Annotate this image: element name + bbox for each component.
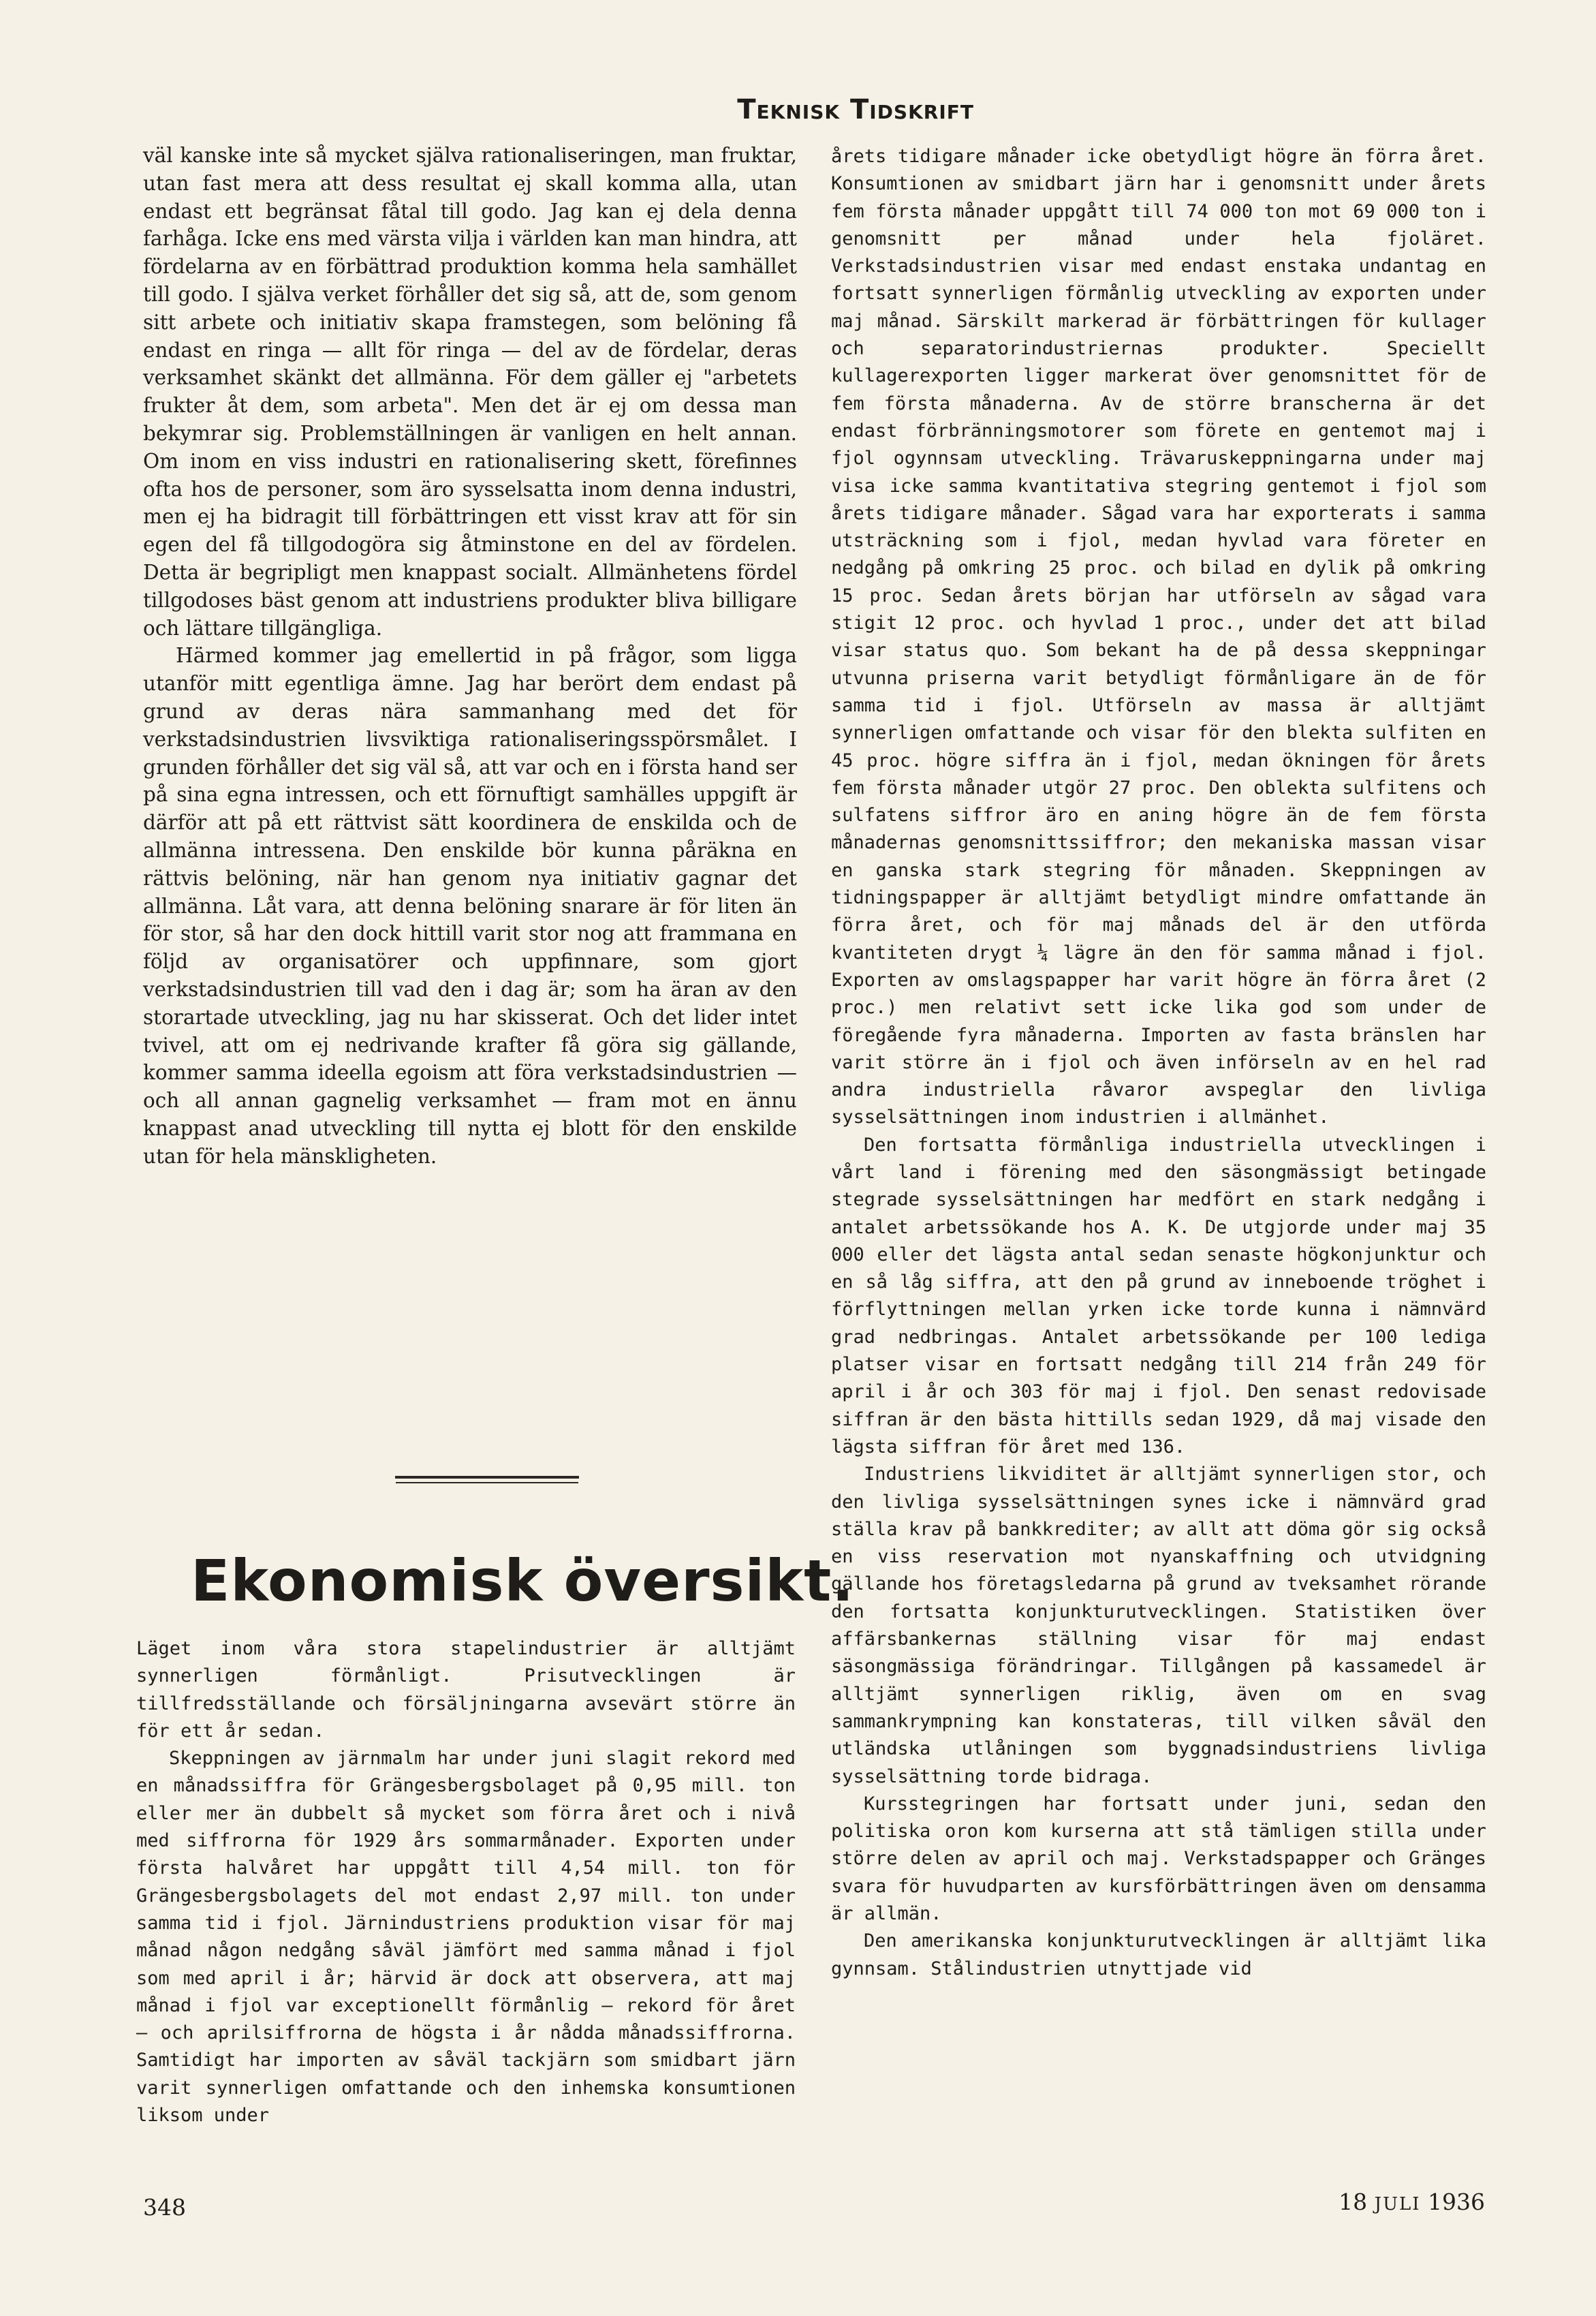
paragraph: Härmed kommer jag emellertid in på frågor, som ligga utanför mitt egentliga ämne. Jag har berört dem endast på grund av deras nära sammanhang med det för verkstadsindustrien livsviktiga rationaliseringsspörsmålet. I grunden förhåller det sig väl så, att var och en i första hand ser på sina egna intressen, och ett förnuftigt samhälles uppgift är därför att på ett rättvist sätt koordinera de enskilda och de allmänna intressena. Den enskilde bör kunna påräkna en rättvis belöning, när han genom nya initiativ gagnar det allmänna. Låt vara, att denna belöning snarare är för liten än för stor, så har den dock hittill varit stor nog att frammana en följd av organisatörer och uppfinnare, som gjort verkstadsindustrien till vad den i dag är; som ha äran av den storartade utveckling, jag nu har skisserat. Och det lider intet tvivel, att om ej nedrivande krafter få göra sig gällande, kommer samma ideella egoism att föra verkstadsindustrien — och all annan gagnelig verksamhet — fram mot en ännu knappast anad utveckling till nytta ej blott för den enskilde utan för hela mänskligheten.: [143, 644, 797, 1168]
page-number: 348: [143, 2194, 186, 2221]
right-column-economic-overview: [831, 143, 1486, 1983]
paragraph: Skeppningen av järnmalm har under juni slagit rekord med en månadssiffra för Grängesbergsbolaget på 0,95 mill. ton eller mer än dubbelt så mycket som förra året och i nivå med siffrorna för 1929 års sommarmånader. Exporten under första halvåret har uppgått till 4,54 mill. ton för Grängesbergsbolagets del mot endast 2,97 mill. ton under samma tid i fjol. Järnindustriens produktion visar för maj månad någon nedgång såväl jämfört med samma månad i fjol som med april i år; härvid är dock att observera, att maj månad i fjol var exceptionellt förmånlig — rekord för året — och aprilsiffrorna de högsta i år nådda månadssiffrorna. Samtidigt har importen av såväl tackjärn som smidbart järn varit synnerligen omfattande och den inhemska konsumtionen liksom under: [136, 1748, 796, 2127]
paragraph: Den fortsatta förmånliga industriella utvecklingen i vårt land i förening med den säsongmässigt betingade stegrade sysselsättningen har medfört en stark nedgång i antalet arbetssökande hos A. K. De utgjorde under maj 35 000 eller det lägsta antal sedan senaste högkonjunktur och en så låg siffra, att den på grund av inneboende tröghet i förflyttningen mellan yrken icke torde kunna i nämnvärd grad nedbringas. Antalet arbetssökande per 100 lediga platser visar en fortsatt nedgång till 214 från 249 för april i år och 303 för maj i fjol. Den senast redovisade siffran är den bästa hittills sedan 1929, då maj visade den lägsta siffran för året med 136.: [831, 1134, 1486, 1457]
paragraph: väl kanske inte så mycket själva rationaliseringen, man fruktar, utan fast mera att dess resultat ej skall komma alla, utan endast ett begränsat fåtal till godo. Jag kan ej dela denna farhåga. Icke ens med värsta vilja i världen kan man hindra, att fördelarna av en förbättrad produktion komma hela samhället till godo. I själva verket förhåller det sig så, att de, som genom sitt arbete och initiativ skapa framstegen, som belöning få endast en ringa — allt för ringa — del av de fördelar, deras verksamhet skänkt det allmänna. För dem gäller ej "arbetets frukter åt dem, som arbeta". Men det är ej om dessa man bekymrar sig. Problemställningen är vanligen en helt annan. Om inom en viss industri en rationalisering skett, förefinnes ofta hos de personer, som äro sysselsatta inom denna industri, men ej ha bidragit till förbättringen ett visst krav att för sin egen del få tillgodogöra sig åtminstone en del av fördelen. Detta är begripligt men knappast socialt. Allmänhetens fördel tillgodoses bäst genom att industriens produkter bliva billigare och lättare tillgängliga.: [143, 144, 797, 640]
journal-title: Teknisk Tidskrift: [737, 94, 974, 125]
paragraph: Läget inom våra stora stapelindustrier är alltjämt synnerligen förmånligt. Prisutvecklingen är tillfredsställande och försäljningarna avsevärt större än för ett år sedan.: [136, 1638, 796, 1742]
section-heading: Ekonomisk översikt.: [191, 1547, 855, 1614]
paragraph: Industriens likviditet är alltjämt synnerligen stor, och den livliga sysselsättningen synes icke i nämnvärd grad ställa krav på bankkrediter; av allt att döma gör sig också en viss reservation mot nyanskaffning och utvidgning gällande hos företagsledarna på grund av tveksamhet rörande den fortsatta konjunkturutvecklingen. Statistiken över affärsbankernas ställning visar för maj endast säsongmässiga förändringar. Tillgången på kassamedel är alltjämt synnerligen riklig, även om en svag sammankrympning kan konstateras, till vilken såväl den utländska utlåningen som byggnadsindustriens livliga sysselsättning torde bidraga.: [831, 1464, 1486, 1787]
paragraph: Den amerikanska konjunkturutvecklingen är alltjämt lika gynnsam. Stålindustrien utnyttjade vid: [831, 1930, 1486, 1979]
left-column-article: [143, 142, 797, 1170]
issue-date: [1315, 2189, 1485, 2215]
issue-date-month: JULI: [1374, 2194, 1421, 2214]
issue-date-year: 1936: [1428, 2189, 1485, 2215]
section-divider: [395, 1476, 579, 1479]
paragraph: årets tidigare månader icke obetydligt högre än förra året. Konsumtionen av smidbart järn har i genomsnitt under årets fem första månader uppgått till 74 000 ton mot 69 000 ton i genomsnitt per månad under hela fjoläret. Verkstadsindustrien visar med endast enstaka undantag en fortsatt synnerligen förmånlig utveckling av exporten under maj månad. Särskilt markerad är förbättringen för kullager och separatorindustriernas produkter. Speciellt kullagerexporten ligger markerat över genomsnittet för de fem första månaderna. Av de större branscherna är det endast förbränningsmotorer som förete en gentemot maj i fjol ogynnsam utveckling. Trävaruskeppningarna under maj visa icke samma kvantitativa stegring gentemot i fjol som årets tidigare månader. Sågad vara har exporterats i samma utsträckning som i fjol, medan hyvlad vara företer en nedgång på omkring 25 proc. och bilad en dylik på omkring 15 proc. Sedan årets början har utförseln av sågad vara stigit 12 proc. och hyvlad 1 proc., under det att bilad visar status quo. Som bekant ha de på dessa skeppningar utvunna priserna varit betydligt förmånligare än de för samma tid i fjol. Utförseln av massa är alltjämt synnerligen omfattande och visar för den blekta sulfiten en 45 proc. högre siffra än i fjol, medan ökningen för årets fem första månader utgör 27 proc. Den oblekta sulfitens och sulfatens siffror äro en aning högre än de fem första månadernas genomsnittssiffror; den mekaniska massan visar en ganska stark stegring för månaden. Skeppningen av tidningspapper är alltjämt betydligt mindre omfattande än förra året, och för maj månads del är den utförda kvantiteten drygt ¼ lägre än den för samma månad i fjol. Exporten av omslagspapper har varit högre än förra året (2 proc.) men relativt sett icke lika god som under de föregående fyra månaderna. Importen av fasta bränslen har varit större än i fjol och även införseln av en hel rad andra industriella råvaror avspeglar den livliga sysselsättningen inom industrien i allmänhet.: [831, 146, 1486, 1128]
left-column-economic-overview: [136, 1635, 796, 2129]
paragraph: Kursstegringen har fortsatt under juni, sedan den politiska oron kom kurserna att stå tämligen stilla under större delen av april och maj. Verkstadspapper och Gränges svara för huvudparten av kursförbättringen även om densamma är allmän.: [831, 1793, 1486, 1924]
issue-date-day: 18: [1339, 2189, 1368, 2215]
